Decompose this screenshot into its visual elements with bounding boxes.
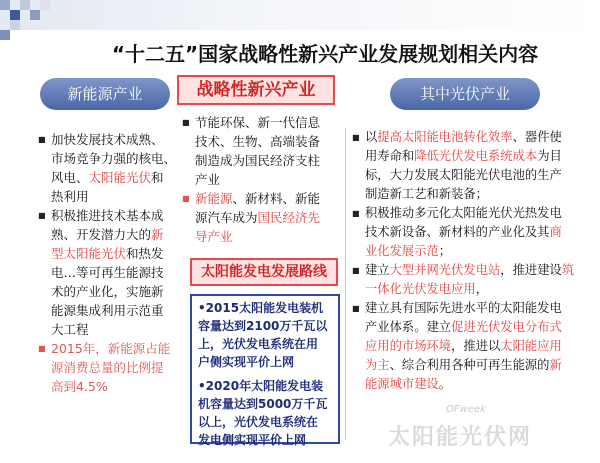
page-title: “十二五”国家战略性新兴产业发展规划相关内容	[111, 42, 539, 66]
list-item: ■ 节能环保、新一代信息 技术、生物、高端装备 制造成为国民经济支柱 产业	[182, 113, 342, 189]
list-item: ■ 积极推进技术基本成 熟、开发潜力大的新 型太阳能光伏和热发 电…等可再生能源技 术的产业化，实施新 能源集成利用示范重 大工程	[38, 206, 180, 339]
list-item: ■ 以提高太阳能电池转化效率、器件使 用寿命和降低光伏发电系统成本为目 标，大力发展太阳能光伏电池的生产 制造新工艺和新装备；	[352, 128, 592, 204]
list-item: ■ 建立具有国际先进水平的太阳能发电 产业体系。建立促进光伏发电分布式 应用的市场环境，推进以太阳能应用 为主、综合利用各种可再生能源的新 能源城市建设。	[352, 299, 592, 394]
route-2020: •2020年太阳能发电装 机容量达到5000万千瓦 以上，光伏发电系统在 发电侧实现平价上网	[198, 379, 328, 447]
middle-column	[182, 113, 342, 246]
column-divider	[345, 128, 346, 440]
header-decoration	[0, 0, 600, 30]
deco-square	[0, 0, 10, 10]
deco-square	[40, 0, 50, 10]
left-column	[38, 130, 180, 396]
list-item: ■ 2015年，新能源占能 源消费总量的比例提 高到4.5%	[38, 339, 180, 396]
deco-square	[30, 10, 40, 20]
deco-square	[0, 30, 10, 40]
pill-pv-industry: 其中光伏产业	[390, 78, 540, 110]
list-item: ■ 积极推动多元化太阳能光伏光热发电 技术新设备、新材料的产业化及其商 业化发展示范；	[352, 204, 592, 261]
list-item: ■ 加快发展技术成熟、 市场竞争力强的核电、 风电、太阳能光伏和 热利用	[38, 130, 180, 206]
list-item: ■ 新能源、新材料、新能 源汽车成为国民经济先 导产业	[182, 189, 342, 246]
deco-square	[20, 0, 30, 10]
solar-route-header: 太阳能发电发展路线	[190, 258, 338, 286]
route-2015: •2015太阳能发电装机 容量达到2100万千瓦以 上，光伏发电系统在用 户侧实现平价上网	[198, 301, 328, 369]
right-column	[352, 128, 592, 394]
deco-square	[10, 20, 20, 30]
watermark-brand: OFweek	[446, 404, 486, 415]
list-item: ■ 建立大型并网光伏发电站，推进建设筑 一体化光伏发电应用，	[352, 261, 592, 299]
pill-new-energy: 新能源产业	[40, 78, 170, 110]
deco-square	[10, 10, 20, 20]
watermark-text: 太阳能光伏网	[388, 425, 533, 450]
solar-route-box	[190, 294, 340, 447]
strategic-industry-header: 战略性新兴产业	[177, 75, 335, 105]
